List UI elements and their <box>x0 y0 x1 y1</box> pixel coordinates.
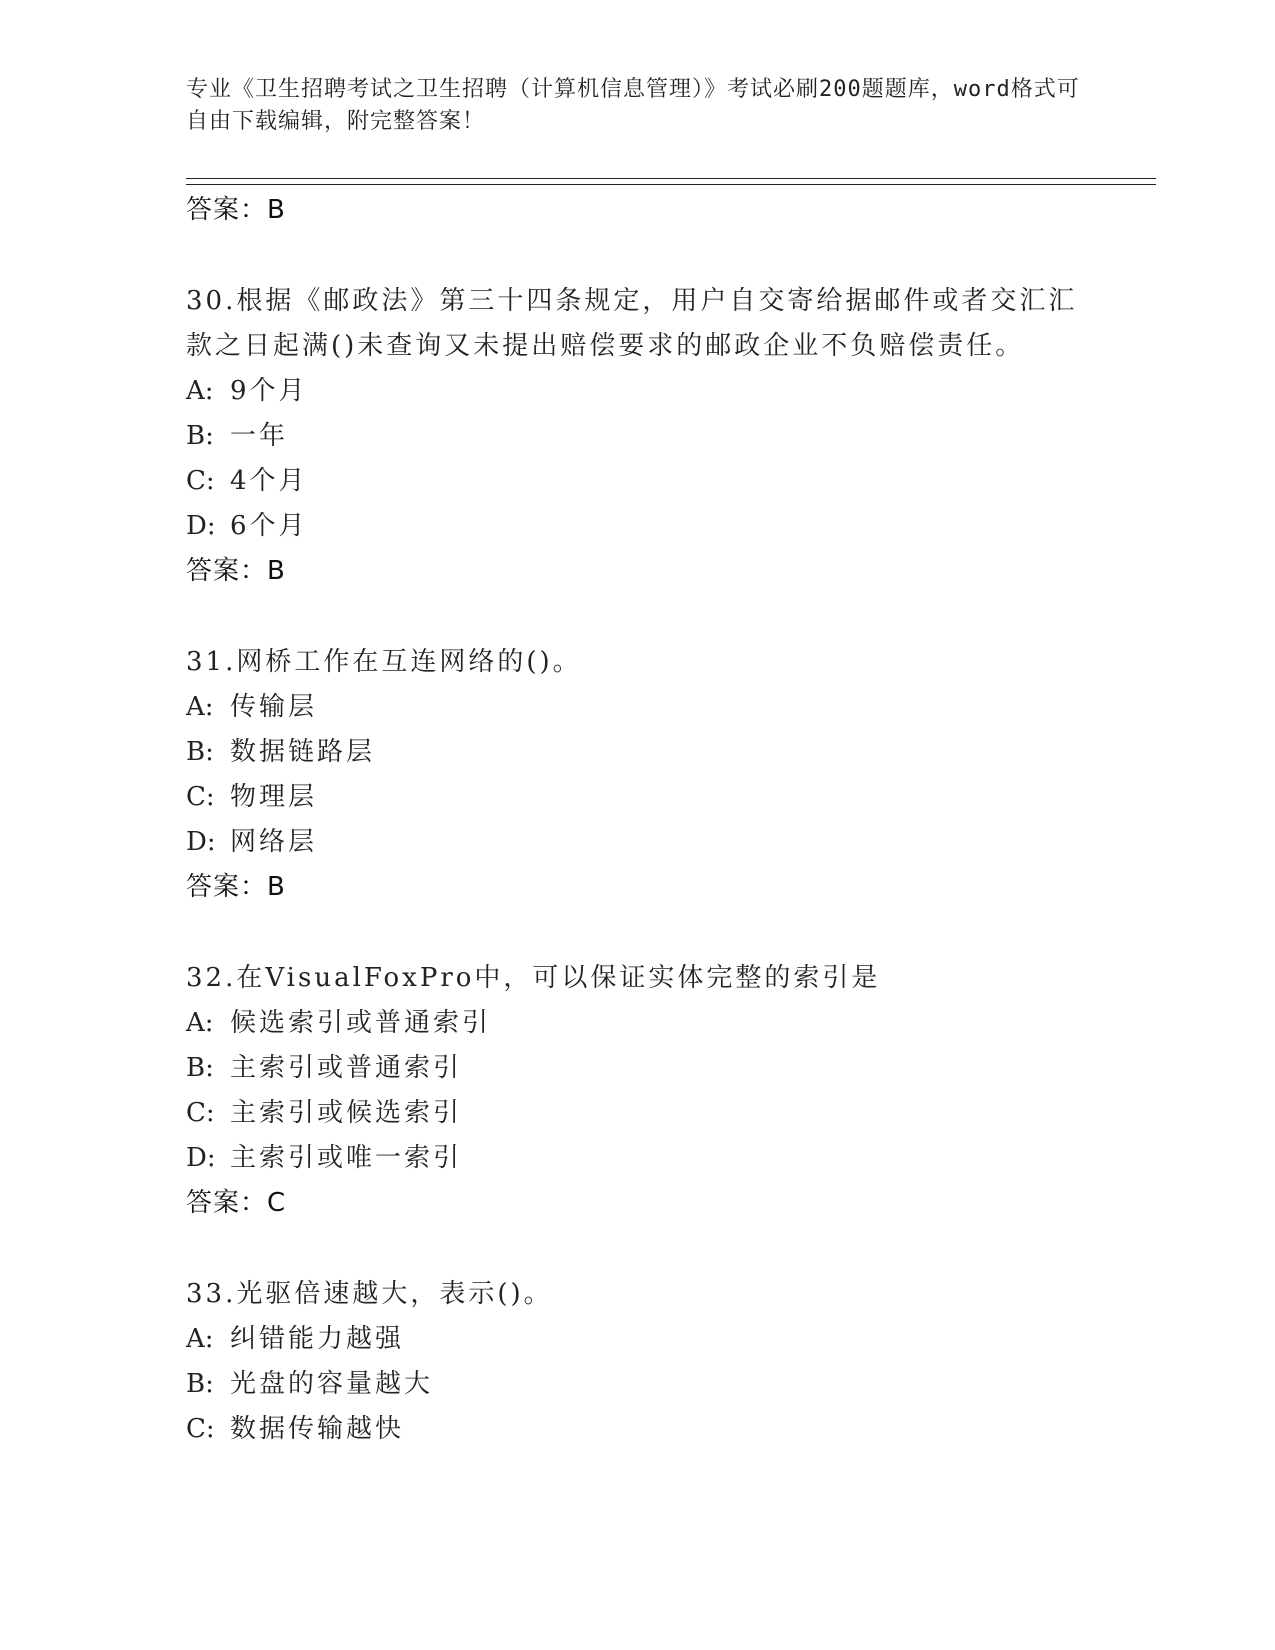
option-letter: C: <box>186 782 215 812</box>
option-letter: A: <box>186 692 214 722</box>
option-b <box>186 1362 1106 1407</box>
option-b <box>186 414 1106 459</box>
option-letter: D: <box>186 827 216 857</box>
answer-line: 答案：B <box>186 556 286 586</box>
option-c <box>186 459 1106 504</box>
question-list <box>186 188 1106 1452</box>
answer-line: 答案：C <box>186 1188 287 1218</box>
option-letter: A: <box>186 1008 214 1038</box>
option-letter: C: <box>186 466 215 496</box>
option-a <box>186 1317 1106 1362</box>
header-rule <box>186 178 1156 179</box>
answer-line: 答案：B <box>186 195 286 225</box>
question-text: 30.根据《邮政法》第三十四条规定，用户自交寄给据邮件或者交汇汇款之日起满()未查询又未提出赔偿要求的邮政企业不负赔偿责任。 <box>186 286 1078 361</box>
option-text: 主索引或候选索引 <box>230 1098 463 1128</box>
question-item <box>186 640 1106 910</box>
option-letter: C: <box>186 1414 215 1444</box>
page-header: 专业《卫生招聘考试之卫生招聘（计算机信息管理）》考试必刷200题题库，word格式可自由下载编辑，附完整答案！ <box>186 77 1080 134</box>
option-letter: A: <box>186 1324 214 1354</box>
option-b <box>186 1046 1106 1091</box>
question-item <box>186 279 1106 594</box>
question-text: 31.网桥工作在互连网络的()。 <box>186 647 582 677</box>
option-text: 主索引或普通索引 <box>230 1053 463 1083</box>
option-letter: B: <box>186 1053 214 1083</box>
option-c <box>186 1407 1106 1452</box>
option-c <box>186 775 1106 820</box>
option-text: 候选索引或普通索引 <box>230 1008 492 1038</box>
option-letter: D: <box>186 511 216 541</box>
question-item <box>186 1272 1106 1452</box>
option-letter: C: <box>186 1098 215 1128</box>
option-text: 9个月 <box>230 376 308 406</box>
option-letter: A: <box>186 376 214 406</box>
option-a <box>186 1001 1106 1046</box>
option-text: 光盘的容量越大 <box>230 1369 434 1399</box>
option-a <box>186 369 1106 414</box>
option-d <box>186 504 1106 549</box>
option-text: 物理层 <box>230 782 318 812</box>
answer-line: 答案：B <box>186 872 286 902</box>
option-text: 4个月 <box>230 466 308 496</box>
option-a <box>186 685 1106 730</box>
option-d <box>186 820 1106 865</box>
option-text: 一年 <box>230 421 289 451</box>
option-text: 数据链路层 <box>230 737 376 767</box>
option-text: 传输层 <box>230 692 318 722</box>
question-item <box>186 956 1106 1226</box>
option-text: 6个月 <box>230 511 308 541</box>
option-b <box>186 730 1106 775</box>
option-d <box>186 1136 1106 1181</box>
option-text: 纠错能力越强 <box>230 1324 405 1354</box>
question-text: 32.在VisualFoxPro中，可以保证实体完整的索引是 <box>186 963 881 993</box>
option-letter: D: <box>186 1143 216 1173</box>
option-letter: B: <box>186 1369 214 1399</box>
question-text: 33.光驱倍速越大，表示()。 <box>186 1279 553 1309</box>
option-text: 数据传输越快 <box>230 1414 405 1444</box>
header-rule <box>186 184 1156 185</box>
option-letter: B: <box>186 421 214 451</box>
option-text: 主索引或唯一索引 <box>230 1143 463 1173</box>
option-c <box>186 1091 1106 1136</box>
option-letter: B: <box>186 737 214 767</box>
option-text: 网络层 <box>230 827 318 857</box>
